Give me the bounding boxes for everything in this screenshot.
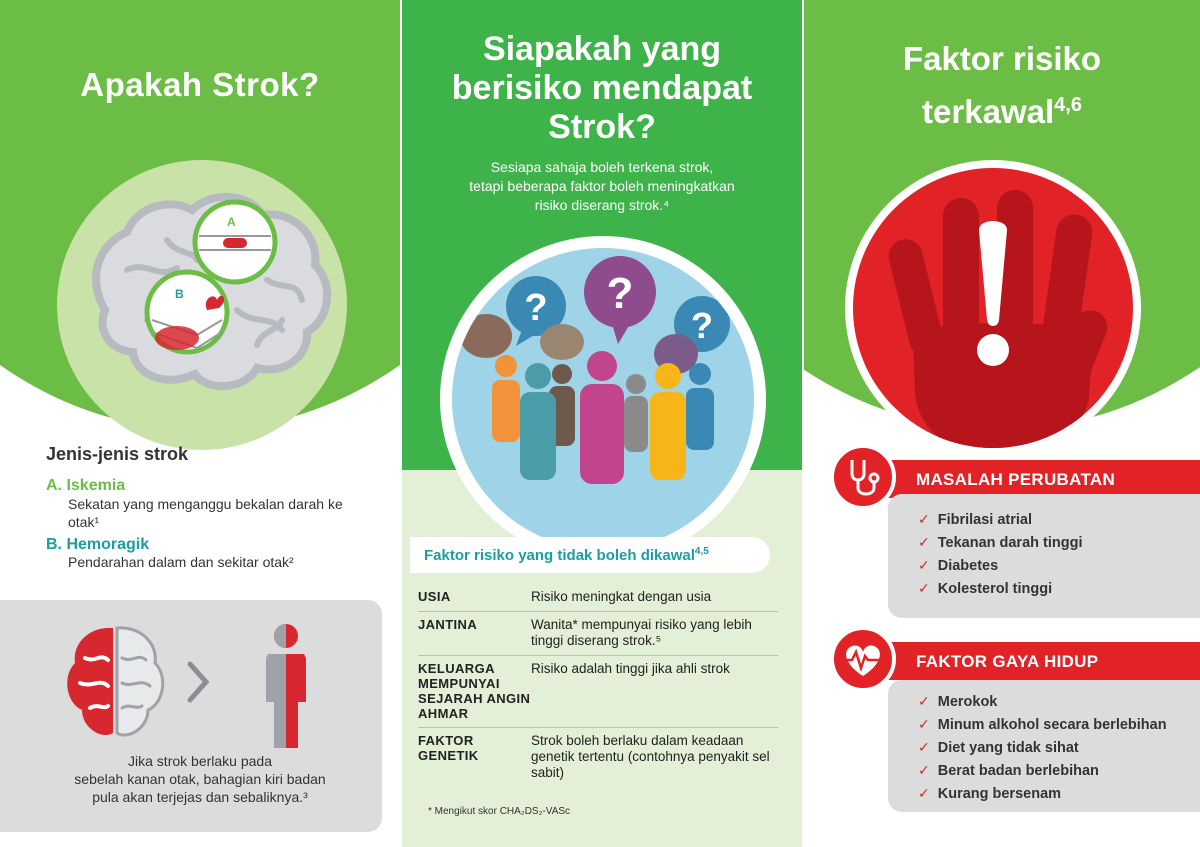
type-hemorrhagic-title: B. Hemoragik bbox=[46, 536, 150, 553]
body-icon bbox=[266, 624, 306, 748]
check-icon: ✓ bbox=[918, 762, 930, 778]
check-icon: ✓ bbox=[918, 693, 930, 709]
title-text: terkawal bbox=[922, 93, 1055, 130]
list-item bbox=[918, 759, 1200, 782]
check-icon: ✓ bbox=[918, 557, 930, 573]
check-icon: ✓ bbox=[918, 580, 930, 596]
stroke-types-heading: Jenis-jenis strok bbox=[46, 444, 189, 464]
list-item bbox=[918, 508, 1200, 531]
list-item bbox=[918, 736, 1200, 759]
type-ischemic-description: Sekatan yang menganggu bekalan darah ke otak¹ bbox=[68, 496, 343, 530]
medical-problems-title: MASALAH PERUBATAN bbox=[916, 470, 1116, 489]
title-line: Strok? bbox=[548, 108, 656, 146]
row-value: Risiko adalah tinggi jika ahli strok bbox=[531, 661, 730, 676]
uncontrollable-risk-heading bbox=[410, 537, 770, 573]
people-illustration bbox=[452, 248, 754, 550]
list-item bbox=[918, 531, 1200, 554]
question-bubble-icon bbox=[584, 256, 656, 344]
list-item-text: Merokok bbox=[937, 693, 998, 710]
list-item-text: Fibrilasi atrial bbox=[937, 511, 1033, 528]
list-item-text: Kolesterol tinggi bbox=[937, 580, 1053, 597]
list-item-text: Berat badan berlebihan bbox=[937, 762, 1099, 779]
brain-side-info-box bbox=[0, 600, 382, 832]
title-line: Siapakah yang bbox=[482, 30, 722, 68]
list-item-text: Diabetes bbox=[937, 557, 999, 574]
check-icon: ✓ bbox=[918, 739, 930, 755]
list-item-text: Minum alkohol secara berlebihan bbox=[937, 716, 1167, 733]
check-icon: ✓ bbox=[918, 785, 930, 801]
people-icon bbox=[452, 248, 754, 550]
row-key: KELUARGA MEMPUNYAI SEJARAH ANGIN AHMAR bbox=[418, 661, 531, 721]
brain-icon bbox=[57, 160, 347, 450]
medical-problems-header bbox=[880, 460, 1200, 498]
row-key: FAKTOR GENETIK bbox=[418, 733, 479, 763]
svg-text:?: ? bbox=[606, 269, 634, 318]
lifestyle-list bbox=[888, 680, 1200, 805]
lifestyle-list-box bbox=[888, 680, 1200, 812]
check-icon: ✓ bbox=[918, 534, 930, 550]
subtitle-line: tetapi beberapa faktor boleh meningkatkan bbox=[469, 178, 735, 194]
row-key: USIA bbox=[418, 589, 451, 604]
brain-illustration bbox=[57, 160, 347, 450]
heading-text: Faktor risiko yang tidak boleh dikawal bbox=[424, 547, 695, 564]
svg-text:?: ? bbox=[524, 287, 548, 329]
type-ischemic-title: A. Iskemia bbox=[46, 477, 126, 494]
who-at-risk-subtitle bbox=[420, 158, 784, 215]
half-brain-icon bbox=[67, 628, 163, 735]
table-row bbox=[418, 612, 778, 656]
list-item bbox=[918, 554, 1200, 577]
info-text-line: Jika strok berlaku pada bbox=[128, 753, 272, 769]
list-item bbox=[918, 690, 1200, 713]
uncontrollable-risk-heading-text bbox=[410, 537, 770, 564]
check-icon: ✓ bbox=[918, 511, 930, 527]
lifestyle-header bbox=[880, 642, 1200, 680]
list-item bbox=[918, 577, 1200, 600]
section-title-controllable-risk bbox=[804, 36, 1200, 135]
list-item bbox=[918, 782, 1200, 805]
subtitle-line: Sesiapa sahaja boleh terkena strok, bbox=[490, 159, 714, 175]
info-text-line: pula akan terjejas dan sebaliknya.³ bbox=[92, 789, 308, 805]
section-title-what-is-stroke: Apakah Strok? bbox=[80, 66, 320, 103]
table-row bbox=[418, 656, 778, 728]
footnote: * Mengikut skor CHA₂DS₂-VASc bbox=[428, 806, 571, 817]
svg-text:?: ? bbox=[691, 305, 713, 346]
title-line: berisiko mendapat bbox=[451, 69, 753, 107]
info-text-line: sebelah kanan otak, bahagian kiri badan bbox=[74, 771, 326, 787]
list-item bbox=[918, 713, 1200, 736]
section-title-who-at-risk bbox=[402, 30, 802, 147]
brain-body-illustration bbox=[60, 618, 320, 748]
stethoscope-icon bbox=[834, 448, 892, 506]
list-item-text: Kurang bersenam bbox=[937, 785, 1062, 802]
check-icon: ✓ bbox=[918, 716, 930, 732]
title-superscript: 4,6 bbox=[1054, 94, 1082, 116]
medical-problems-list-box bbox=[888, 494, 1200, 618]
medical-problems-list bbox=[888, 494, 1200, 600]
chevron-right-icon bbox=[190, 664, 206, 700]
title-line bbox=[804, 82, 1200, 135]
stethoscope-badge bbox=[830, 444, 896, 510]
stop-hand-illustration bbox=[853, 168, 1133, 448]
list-item-text: Diet yang tidak sihat bbox=[937, 739, 1079, 756]
title-line: Faktor risiko bbox=[902, 40, 1102, 77]
row-value: Risiko meningkat dengan usia bbox=[531, 589, 712, 604]
row-value: Strok boleh berlaku dalam keadaan genetik tertentu (contohnya penyakit sel sabit) bbox=[531, 733, 770, 780]
table-row bbox=[418, 728, 778, 787]
heart-badge bbox=[830, 626, 896, 692]
subtitle-line: risiko diserang strok.⁴ bbox=[534, 197, 670, 213]
row-value: Wanita* mempunyai risiko yang lebih tinggi diserang strok.⁵ bbox=[531, 617, 752, 648]
heading-superscript: 4,5 bbox=[694, 546, 709, 557]
row-key: JANTINA bbox=[418, 617, 478, 632]
brain-side-info-text bbox=[30, 752, 370, 806]
brain-label-b: B bbox=[175, 287, 184, 301]
lifestyle-title: FAKTOR GAYA HIDUP bbox=[916, 652, 1099, 671]
type-hemorrhagic-description: Pendarahan dalam dan sekitar otak² bbox=[68, 554, 294, 570]
brain-label-a: A bbox=[227, 215, 236, 229]
hand-stop-icon bbox=[853, 168, 1133, 448]
uncontrollable-risk-table bbox=[418, 584, 778, 787]
heart-pulse-icon bbox=[834, 630, 892, 688]
list-item-text: Tekanan darah tinggi bbox=[937, 534, 1083, 551]
table-row bbox=[418, 584, 778, 612]
